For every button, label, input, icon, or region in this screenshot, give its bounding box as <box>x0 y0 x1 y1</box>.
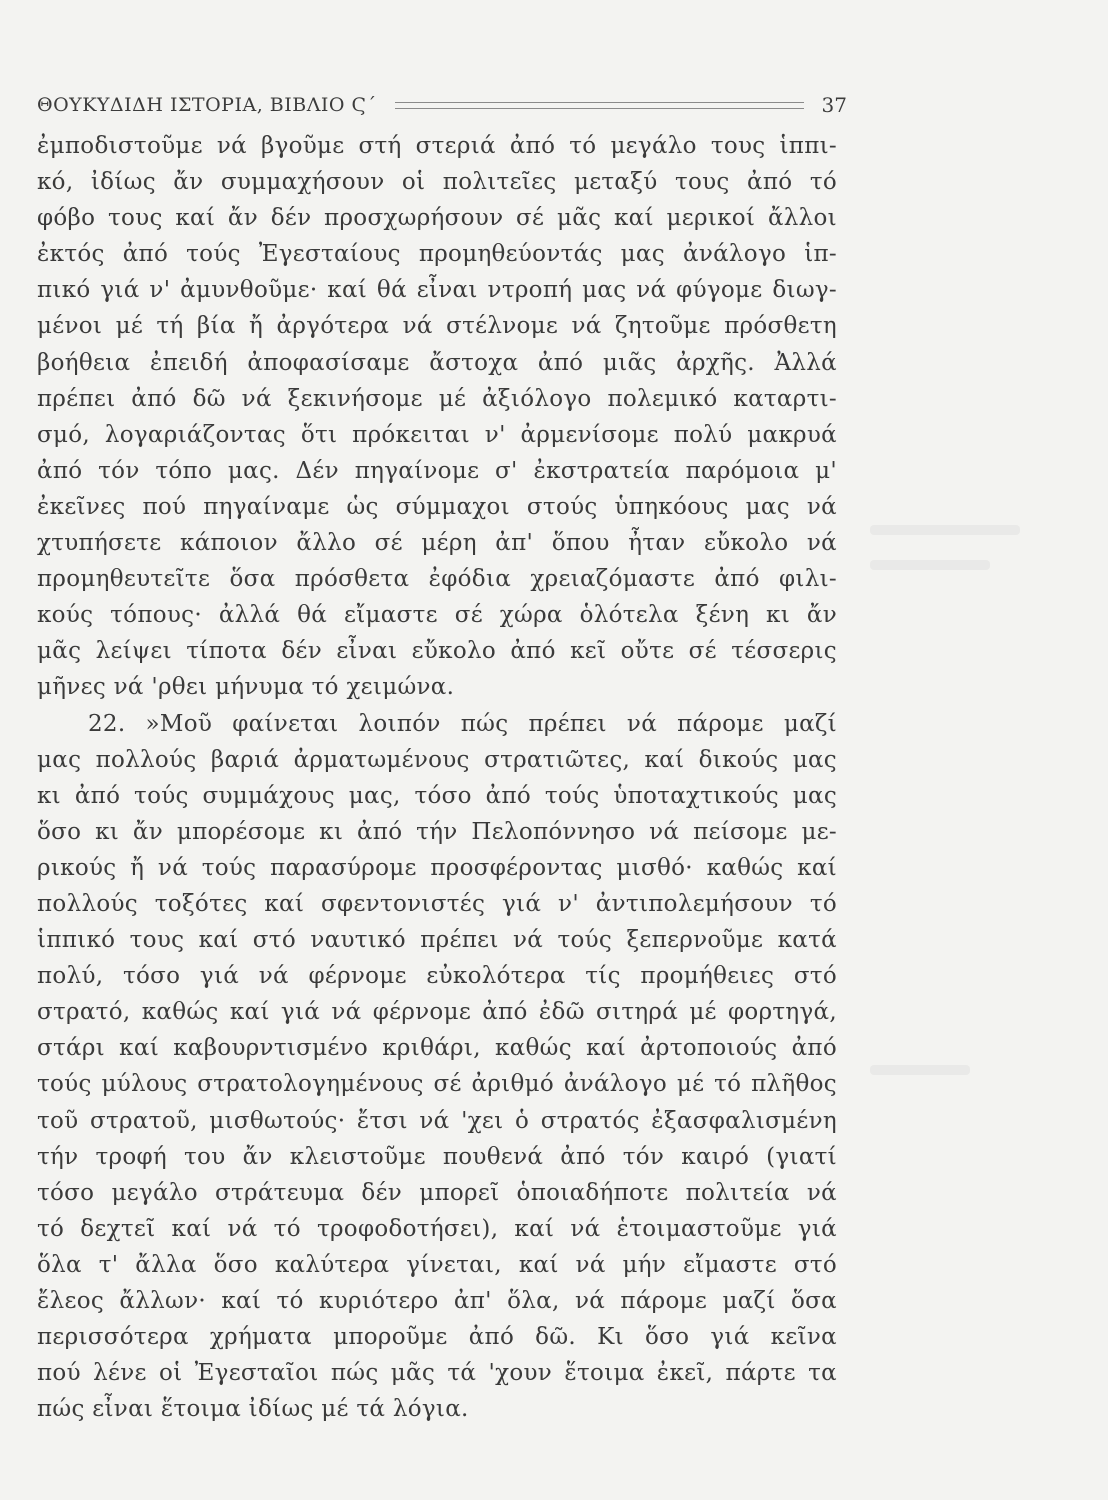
section-start-line: 22. »Μοῦ φαίνεται λοιπόν πώς πρέπει νά πάρομε μαζί <box>88 710 837 737</box>
page-number: 37 <box>821 93 847 117</box>
text-line: μας πολλούς βαριά ἀρματωμένους στρατιῶτες, καί δικούς μας <box>37 746 837 773</box>
text-line: ἀπό τόν τόπο μας. Δέν πηγαίνομε σ' ἐκστρατεία παρόμοια μ' <box>37 457 837 484</box>
running-header <box>37 88 847 122</box>
text-line: ρικούς ἤ νά τούς παρασύρομε προσφέροντας μισθό· καθώς καί <box>37 854 837 881</box>
text-line: ἐμποδιστοῦμε νά βγοῦμε στή στεριά ἀπό τό μεγάλο τους ἱππι- <box>37 133 837 159</box>
margin-bleed-through <box>870 525 1020 535</box>
text-line: ἱππικό τους καί στό ναυτικό πρέπει νά τούς ξεπερνοῦμε κατά <box>37 927 837 954</box>
text-line: πολύ, τόσο γιά νά φέρνομε εὐκολότερα τίς προμήθειες στό <box>37 963 837 990</box>
header-double-rule <box>395 102 804 109</box>
text-line: μένοι μέ τή βία ἤ ἀργότερα νά στέλνομε νά ζητοῦμε πρόσθετη <box>37 313 837 340</box>
text-line: πρέπει ἀπό δῶ νά ξεκινήσομε μέ ἀξιόλογο πολεμικό καταρτι- <box>37 385 837 412</box>
text-line: πώς εἶναι ἕτοιμα ἰδίως μέ τά λόγια. <box>37 1396 469 1423</box>
text-line: κό, ἰδίως ἄν συμμαχήσουν οἱ πολιτεῖες μεταξύ τους ἀπό τό <box>37 169 837 196</box>
text-line: τόσο μεγάλο στράτευμα δέν μπορεῖ ὁποιαδήποτε πολιτεία νά <box>37 1179 837 1206</box>
text-line: φόβο τους καί ἄν δέν προσχωρήσουν σέ μᾶς καί μερικοί ἄλλοι <box>37 205 837 232</box>
margin-bleed-through <box>870 560 990 570</box>
text-line: πολλούς τοξότες καί σφεντονιστές γιά ν' ἀντιπολεμήσουν τό <box>37 890 837 917</box>
text-line: στρατό, καθώς καί γιά νά φέρνομε ἀπό ἐδῶ σιτηρά μέ φορτηγά, <box>37 999 837 1026</box>
text-line: βοήθεια ἐπειδή ἀποφασίσαμε ἄστοχα ἀπό μιᾶς ἀρχῆς. Ἀλλά <box>37 349 837 376</box>
text-line: χτυπήσετε κάποιον ἄλλο σέ μέρη ἀπ' ὅπου ἦταν εὔκολο νά <box>37 530 837 557</box>
text-line: προμηθευτεῖτε ὅσα πρόσθετα ἐφόδια χρειαζόμαστε ἀπό φιλι- <box>37 566 837 593</box>
text-line: πού λένε οἱ Ἐγεσταῖοι πώς μᾶς τά 'χουν ἕτοιμα ἐκεῖ, πάρτε τα <box>37 1360 837 1387</box>
text-line: ὅλα τ' ἄλλα ὅσο καλύτερα γίνεται, καί νά μήν εἴμαστε στό <box>37 1251 837 1278</box>
text-line: μᾶς λείψει τίποτα δέν εἶναι εὔκολο ἀπό κεῖ οὔτε σέ τέσσερις <box>37 638 837 665</box>
text-line: τούς μύλους στρατολογημένους σέ ἀριθμό ἀνάλογο μέ τό πλῆθος <box>37 1071 837 1098</box>
text-line: κούς τόπους· ἀλλά θά εἴμαστε σέ χώρα ὁλότελα ξένη κι ἄν <box>37 602 837 629</box>
text-line: ὅσο κι ἄν μπορέσομε κι ἀπό τήν Πελοπόννησο νά πείσομε με- <box>37 818 837 845</box>
text-line: τήν τροφή του ἄν κλειστοῦμε πουθενά ἀπό τόν καιρό (γιατί <box>37 1143 837 1170</box>
text-line: σμό, λογαριάζοντας ὅτι πρόκειται ν' ἀρμενίσομε πολύ μακρυά <box>37 421 837 448</box>
text-line: στάρι καί καβουρντισμένο κριθάρι, καθώς καί ἀρτοποιούς ἀπό <box>37 1035 837 1062</box>
text-line: πικό γιά ν' ἀμυνθοῦμε· καί θά εἶναι ντροπή μας νά φύγομε διωγ- <box>37 277 837 304</box>
text-line: ἐκτός ἀπό τούς Ἐγεσταίους προμηθεύοντάς μας ἀνάλογο ἱπ- <box>37 241 837 268</box>
text-line: ἔλεος ἄλλων· καί τό κυριότερο ἀπ' ὅλα, νά πάρομε μαζί ὅσα <box>37 1288 837 1314</box>
text-line: μῆνες νά 'ρθει μήνυμα τό χειμώνα. <box>37 674 455 701</box>
text-line: κι ἀπό τούς συμμάχους μας, τόσο ἀπό τούς ὑποταχτικούς μας <box>37 782 837 809</box>
text-line: ἐκεῖνες πού πηγαίναμε ὡς σύμμαχοι στούς ὑπηκόους μας νά <box>37 493 837 520</box>
text-line: περισσότερα χρήματα μποροῦμε ἀπό δῶ. Κι ὅσο γιά κεῖνα <box>37 1324 837 1351</box>
margin-bleed-through <box>870 1065 970 1075</box>
running-header-title: ΘΟΥΚΥΔΙΔΗ ΙΣΤΟΡΙΑ, ΒΙΒΛΙΟ Ϛ΄ <box>37 94 377 116</box>
body-text <box>37 128 837 1427</box>
text-line: τό δεχτεῖ καί νά τό τροφοδοτήσει), καί νά ἑτοιμαστοῦμε γιά <box>37 1215 837 1242</box>
text-line: τοῦ στρατοῦ, μισθωτούς· ἔτσι νά 'χει ὁ στρατός ἐξασφαλισμένη <box>37 1107 837 1134</box>
